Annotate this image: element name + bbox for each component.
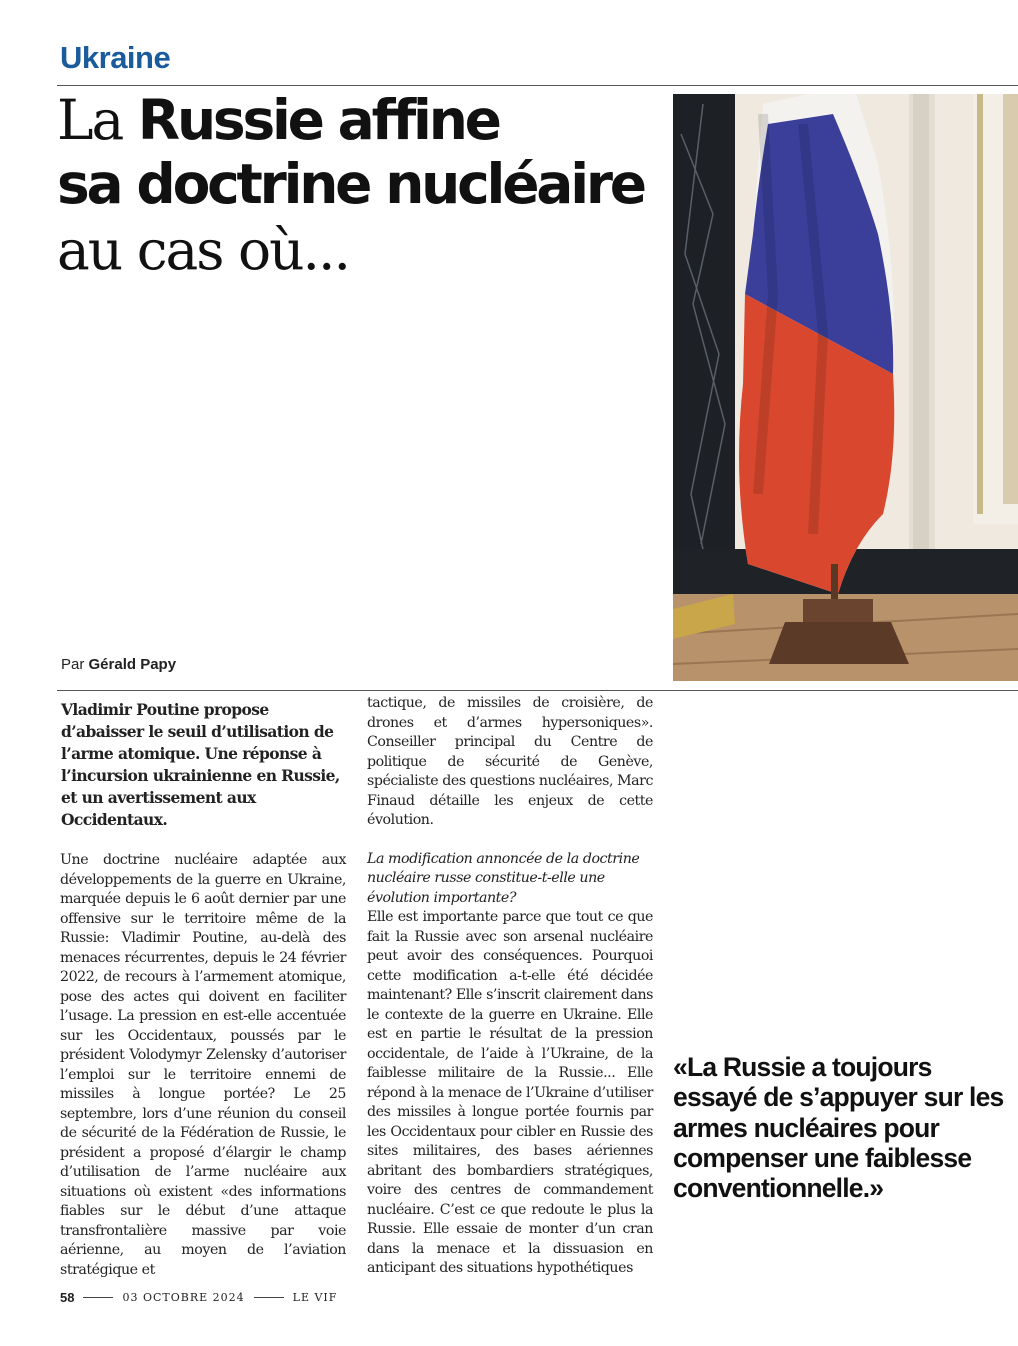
section-label: Ukraine — [60, 40, 171, 75]
interview-question: La modification annoncée de la doctrine nucléaire russe constitue-t-elle une évolution importante? — [367, 850, 640, 906]
footer-divider — [254, 1297, 284, 1298]
magazine-name: LE VIF — [292, 1291, 338, 1304]
headline-bold-part: Russie affine — [137, 88, 499, 152]
lede: Vladimir Poutine propose d’abaisser le seuil d’utilisation de l’arme atomique. Une réponse à l’incursion ukrainienne en Russie, et un avertissement aux Occidentaux. — [61, 700, 340, 829]
byline — [61, 656, 176, 673]
page-footer — [60, 1290, 337, 1305]
footer-divider — [83, 1297, 113, 1298]
pull-quote: «La Russie a toujours essayé de s’appuyer sur les armes nucléaires pour compenser une faiblesse conventionnelle.» — [673, 1052, 1004, 1204]
body-column-2 — [367, 694, 653, 1279]
byline-prefix: Par — [61, 656, 89, 673]
headline-line-3 — [57, 217, 657, 283]
flag-stand-base — [769, 622, 909, 664]
interview-answer: Elle est importante parce que tout ce que fait la Russie avec son arsenal nucléaire peut avoir des conséquences. Pourquoi cette modification a-t-elle été décidée maintenant? Elle s’inscrit clairement dans le contexte de la guerre en Ukraine. Elle est en partie le résultat de la pression occidentale, de l’aide à l’Ukraine, de la faiblesse militaire de la Russie... Elle répond à la menace de l’Ukraine d’utiliser des missiles à longue portée fournis par les Occidentaux pour cibler en Russie des sites militaires, des bases aériennes abritant des bombardiers stratégiques, voire des centres de commandement nucléaire. C’est ce que redoute le plus la Russie. Elle essaie de monter d’un cran dans la menace et la dissuasion en anticipant des situations hypothétiques — [367, 909, 653, 1276]
flag-stand-top — [803, 599, 873, 623]
top-rule — [57, 85, 1018, 86]
headline-line-1 — [57, 89, 657, 151]
page-number: 58 — [60, 1290, 75, 1305]
body-paragraph: Une doctrine nucléaire adaptée aux développements de la guerre en Ukraine, marquée depuis le 6 août dernier par une offensive sur le territoire même de la Russie: Vladimir Poutine, au-delà des menaces récurrentes, depuis le 24 février 2022, de recours à l’armement atomique, pose des actes qui doivent en faciliter l’usage. La pression en est-elle accentuée sur les Occidentaux, poussés par le président Volodymyr Zelensky d’autoriser l’emploi sur le territoire ennemi de missiles à longue portée? Le 25 septembre, lors d’une réunion du conseil de sécurité de la Fédération de Russie, le président a proposé d’élargir le champ d’utilisation de l’arme nucléaire aux situations où existent «des informations fiables sur le début d’une attaque transfrontalière massive par voie aérienne, au moyen de l’aviation stratégique et — [60, 852, 346, 1278]
headline-bold-part: sa doctrine nucléaire — [57, 152, 644, 216]
headline-serif-part: au cas où... — [57, 218, 349, 282]
issue-date: 03 OCTOBRE 2024 — [122, 1291, 245, 1304]
russian-flag-photo — [673, 94, 1018, 681]
headline-serif-part: La — [57, 88, 138, 152]
flagpole — [831, 564, 838, 604]
headline-line-2 — [57, 151, 657, 217]
headline — [57, 89, 657, 283]
mid-rule — [57, 690, 1018, 691]
flag-illustration — [673, 94, 1018, 681]
byline-author: Gérald Papy — [88, 656, 177, 673]
body-paragraph: tactique, de missiles de croisière, de drones et d’armes hypersoniques». Conseiller principal du Centre de politique de sécurité de Genève, spécialiste des questions nucléaires, Marc Finaud détaille les enjeux de cette évolution. — [367, 695, 653, 828]
body-column-1 — [60, 851, 346, 1280]
